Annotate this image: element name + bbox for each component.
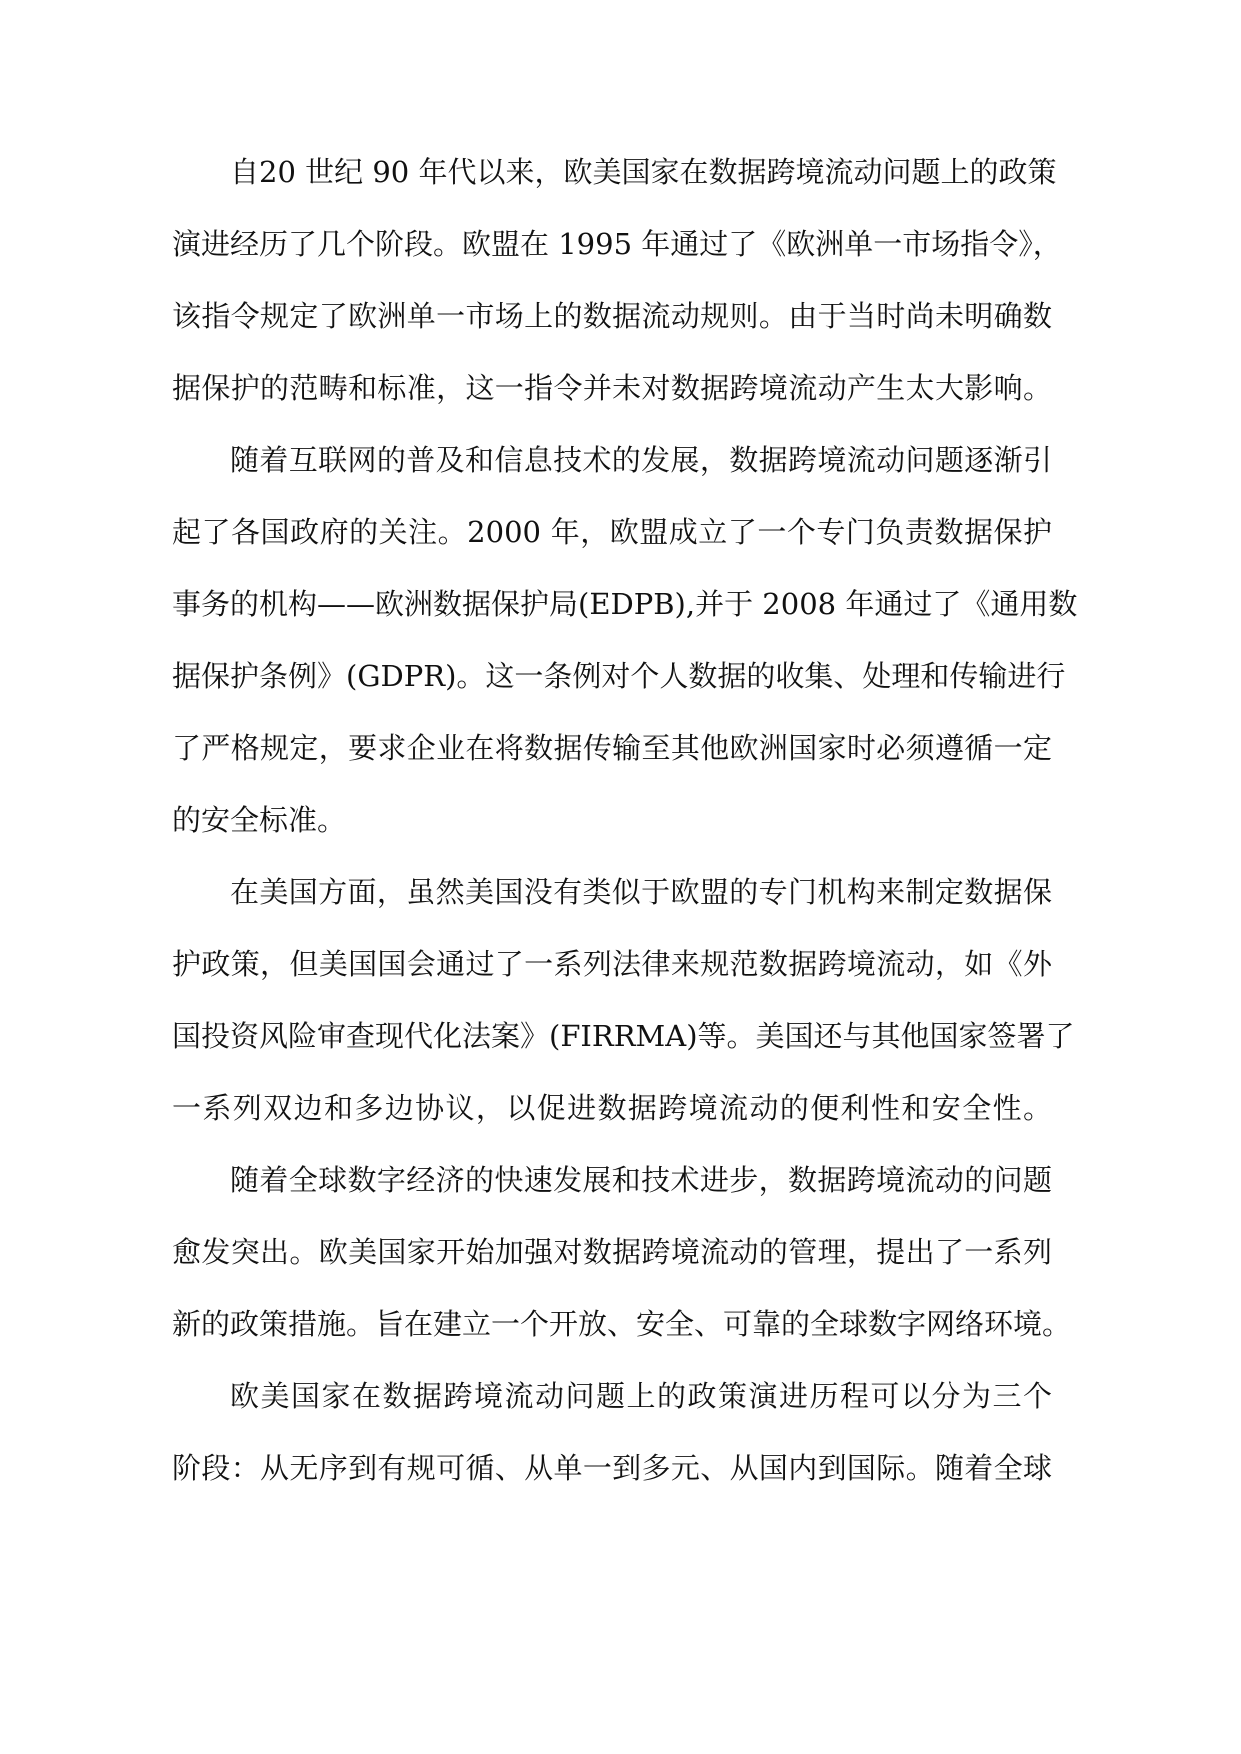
text-line: 护政策，但美国国会通过了一系列法律来规范数据跨境流动，如《外 [172, 947, 1052, 981]
text-line: 一系列双边和多边协议，以促进数据跨境流动的便利性和安全性。 [172, 1091, 1052, 1125]
paragraph-1 [172, 136, 1062, 424]
text-line: 新的政策措施。旨在建立一个开放、安全、可靠的全球数字网络环境。 [172, 1307, 1072, 1341]
document-body [172, 136, 1078, 1504]
text-line: 国投资风险审查现代化法案》(FIRRMA)等。美国还与其他国家签署了 [172, 1019, 1075, 1053]
text-line: 欧美国家在数据跨境流动问题上的政策演进历程可以分为三个 [230, 1379, 1052, 1413]
text-line: 在美国方面，虽然美国没有类似于欧盟的专门机构来制定数据保 [230, 875, 1052, 909]
paragraph-5 [172, 1360, 1052, 1504]
text-line: 据保护的范畴和标准，这一指令并未对数据跨境流动产生太大影响。 [172, 371, 1052, 405]
text-line: 随着互联网的普及和信息技术的发展，数据跨境流动问题逐渐引 [230, 443, 1052, 477]
paragraph-3 [172, 856, 1075, 1144]
text-line: 的安全标准。 [172, 803, 347, 837]
text-line: 起了各国政府的关注。2000 年，欧盟成立了一个专门负责数据保护 [172, 515, 1052, 549]
text-line: 愈发突出。欧美国家开始加强对数据跨境流动的管理，提出了一系列 [172, 1235, 1052, 1269]
text-line: 据保护条例》(GDPR)。这一条例对个人数据的收集、处理和传输进行 [172, 659, 1066, 693]
text-line: 随着全球数字经济的快速发展和技术进步，数据跨境流动的问题 [230, 1163, 1052, 1197]
text-line: 事务的机构——欧洲数据保护局(EDPB),并于 2008 年通过了《通用数 [172, 587, 1078, 621]
text-line: 自20 世纪 90 年代以来，欧美国家在数据跨境流动问题上的政策 [230, 155, 1057, 189]
paragraph-2 [172, 424, 1078, 856]
text-line: 阶段：从无序到有规可循、从单一到多元、从国内到国际。随着全球 [172, 1451, 1052, 1485]
text-line: 演进经历了几个阶段。欧盟在 1995 年通过了《欧洲单一市场指令》， [172, 227, 1062, 261]
text-line: 了严格规定，要求企业在将数据传输至其他欧洲国家时必须遵循一定 [172, 731, 1052, 765]
paragraph-4 [172, 1144, 1072, 1360]
text-line: 该指令规定了欧洲单一市场上的数据流动规则。由于当时尚未明确数 [172, 299, 1052, 333]
